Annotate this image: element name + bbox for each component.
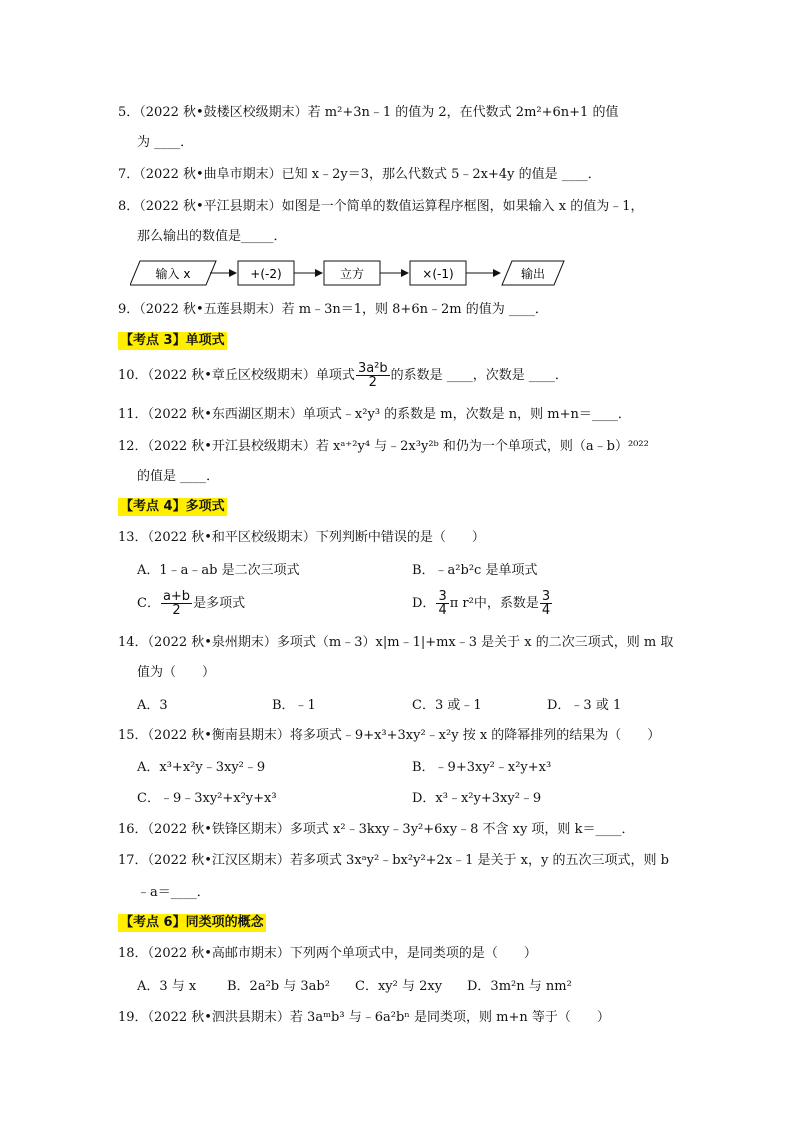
question-8-line-1: 8．（2022 秋•平江县期末）如图是一个简单的数值运算程序框图，如果输入 x 的值为﹣1， [118, 199, 644, 214]
fraction [540, 590, 552, 617]
question-18-option-a: A．3 与 x [137, 979, 197, 994]
question-17-line-2: ﹣a＝____． [137, 885, 210, 900]
question-15-option-b: B．﹣9+3xy²﹣x²y+x³ [412, 760, 552, 775]
flowchart-input-label: 输入 x [155, 267, 191, 281]
flowchart-step-2-label: 立方 [339, 267, 365, 281]
question-16: 16．（2022 秋•铁锋区期末）多项式 x²﹣3kxy﹣3y²+6xy﹣8 不含 xy 项，则 k＝____． [118, 822, 635, 837]
question-18-option-c: C．xy² 与 2xy [355, 979, 443, 994]
question-7: 7．（2022 秋•曲阜市期末）已知 x﹣2y＝3，那么代数式 5﹣2x+4y 的值是 ____． [118, 167, 601, 182]
question-13-option-a: A．1﹣a﹣ab 是二次三项式 [137, 563, 300, 578]
question-14-option-a: A．3 [137, 698, 168, 713]
question-11: 11．（2022 秋•东西湖区期末）单项式﹣x²y³ 的系数是 m，次数是 n，则 m+n＝____． [118, 407, 631, 422]
question-14-line-1: 14．（2022 秋•泉州期末）多项式（m﹣3）x|m﹣1|+mx﹣3 是关于 x 的二次三项式，则 m 取 [118, 635, 674, 650]
question-5-line-1: 5．（2022 秋•鼓楼区校级期末）若 m²+3n﹣1 的值为 2，在代数式 2m²+6n+1 的值 [118, 105, 619, 120]
fraction-numerator: 3 [438, 589, 447, 604]
flowchart [130, 258, 580, 292]
fraction-denominator: 4 [541, 603, 551, 618]
question-18-option-b: B．2a²b 与 3ab² [227, 979, 330, 994]
question-13-option-c [137, 590, 245, 617]
option-text: 是多项式 [193, 596, 246, 611]
fraction-denominator: 2 [368, 375, 377, 390]
question-19: 19．（2022 秋•泗洪县期末）若 3aᵐb³ 与﹣6a²bⁿ 是同类项，则 m+n 等于（ ） [118, 1010, 610, 1025]
fraction-numerator: 3a²b [357, 361, 388, 376]
question-15-option-d: D．x³﹣x²y+3xy²﹣9 [412, 791, 542, 806]
question-15-option-c: C．﹣9﹣3xy²+x²y+x³ [137, 791, 277, 806]
section-heading-3: 【考点 3】单项式 [120, 333, 225, 348]
question-18: 18．（2022 秋•高邮市期末）下列两个单项式中，是同类项的是（ ） [118, 946, 537, 961]
question-14-option-c: C．3 或﹣1 [412, 698, 482, 713]
question-15: 15．（2022 秋•衡南县期末）将多项式﹣9+x³+3xy²﹣x²y 按 x 的降幂排列的结果为（ ） [118, 728, 661, 743]
question-10 [118, 362, 568, 389]
option-label: D． [412, 596, 436, 611]
question-14-line-2: 值为（ ） [137, 665, 216, 680]
question-9: 9．（2022 秋•五莲县期末）若 m﹣3n＝1，则 8+6n﹣2m 的值为 ____． [118, 302, 548, 317]
question-13: 13．（2022 秋•和平区校级期末）下列判断中错误的是（ ） [118, 530, 485, 545]
fraction-denominator: 4 [438, 603, 447, 618]
question-12-line-2: 的值是 ____． [137, 469, 220, 484]
fraction-numerator: a+b [162, 589, 191, 604]
question-14-option-d: D．﹣3 或 1 [547, 698, 622, 713]
question-8-line-2: 那么输出的数值是_____． [137, 229, 287, 244]
flowchart-step-1-label: +(-2) [250, 267, 282, 281]
question-10-text: 的系数是 ____，次数是 ____． [390, 368, 568, 383]
fraction [436, 590, 448, 617]
fraction-denominator: 2 [172, 603, 181, 618]
fraction [161, 590, 192, 617]
question-15-option-a: A．x³+x²y﹣3xy²﹣9 [137, 760, 266, 775]
question-13-option-d [412, 590, 553, 617]
option-text: π r²中，系数是 [449, 596, 539, 611]
question-5-line-2: 为 ____． [137, 135, 194, 150]
option-label: C． [137, 596, 160, 611]
flowchart-output-label: 输出 [520, 267, 546, 281]
fraction [356, 362, 390, 389]
question-12-line-1: 12．（2022 秋•开江县校级期末）若 xᵃ⁺²y⁴ 与﹣2x³y²ᵇ 和仍为一个单项式，则（a﹣b）²⁰²² [118, 439, 649, 454]
question-14-option-b: B．﹣1 [272, 698, 316, 713]
question-13-option-b: B．﹣a²b²c 是单项式 [412, 563, 538, 578]
question-17-line-1: 17．（2022 秋•江汉区期末）若多项式 3xᵃy²﹣bx²y²+2x﹣1 是关于 x，y 的五次三项式，则 b [118, 853, 669, 868]
flowchart-step-3-label: ×(-1) [422, 267, 454, 281]
section-heading-6: 【考点 6】同类项的概念 [120, 915, 264, 930]
section-heading-4: 【考点 4】多项式 [120, 499, 225, 514]
question-10-text: 10．（2022 秋•章丘区校级期末）单项式 [118, 368, 355, 383]
question-18-option-d: D．3m²n 与 nm² [467, 979, 572, 994]
fraction-numerator: 3 [541, 589, 551, 604]
